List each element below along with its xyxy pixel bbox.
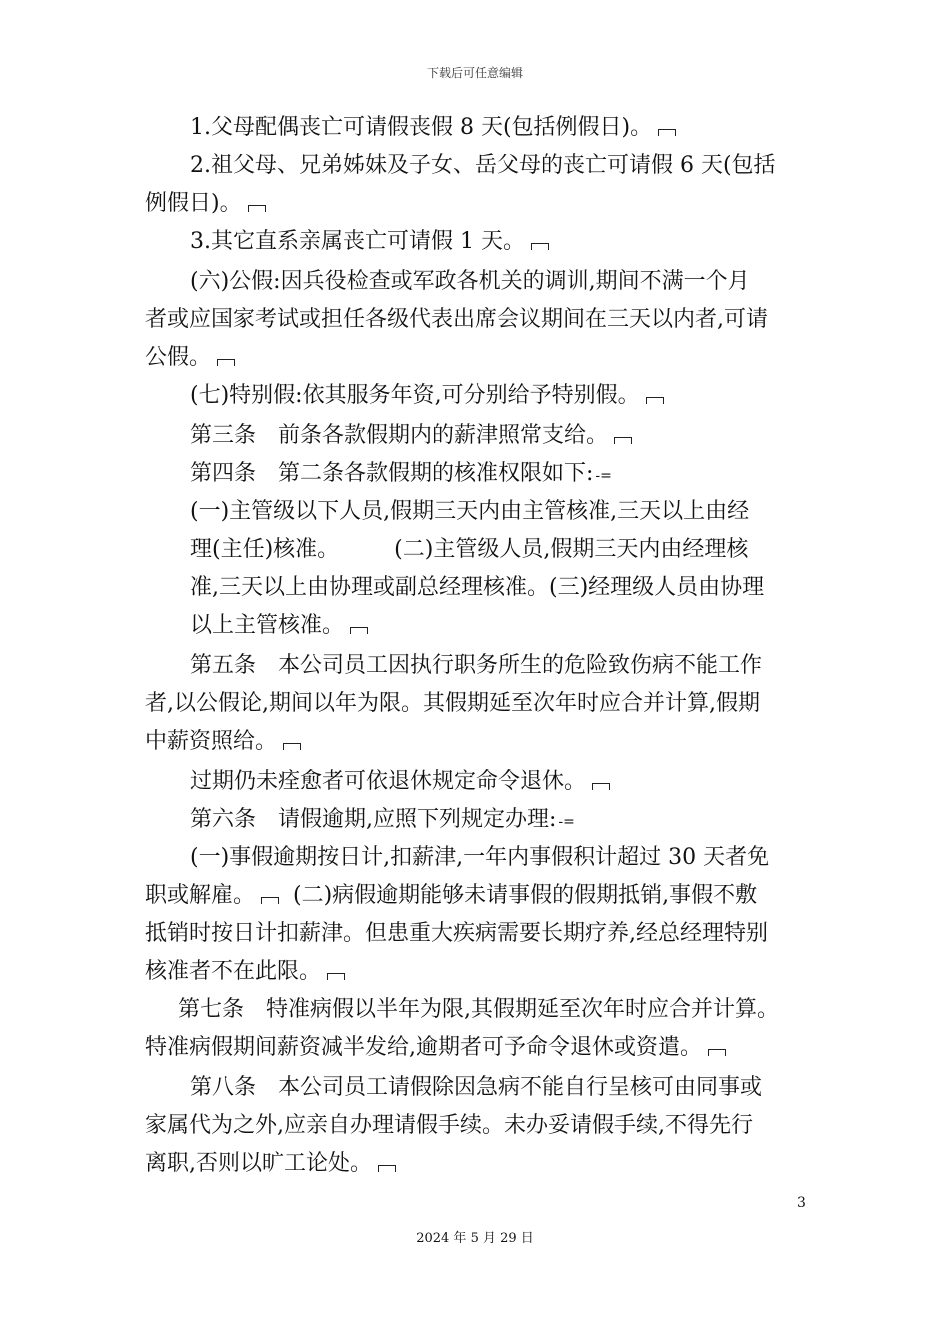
line-text: 第四条 第二条各款假期的核准权限如下: [190,461,594,486]
paragraph-mark-icon [217,359,235,366]
page-header: 下载后可任意编辑 [426,66,523,80]
text-line [190,151,776,181]
line-text: 2.祖父母、兄弟姊妹及子女、岳父母的丧亡可请假 6 天(包括 [190,153,776,178]
paragraph-mark-icon [327,973,345,980]
line-text: 3.其它直系亲属丧亡可请假 1 天。 [190,229,525,254]
text-line [178,995,779,1025]
text-line [145,881,757,911]
paragraph-mark-icon [531,243,549,250]
text-line [190,651,762,681]
line-text: 1.父母配偶丧亡可请假丧假 8 天(包括例假日)。 [190,115,653,140]
line-text: 第五条 本公司员工因执行职务所生的危险致伤病不能工作 [190,653,763,678]
text-line [145,1149,396,1179]
line-text: 抵销时按日计扣薪津。但患重大疾病需要长期疗养,经总经理特别 [145,921,768,946]
text-line [190,113,676,143]
text-line [190,805,575,835]
text-line [145,1111,753,1141]
line-text: (一)事假逾期按日计,扣薪津,一年内事假积计超过 30 天者免 [190,845,770,870]
line-text: 例假日)。 [145,191,242,216]
text-line [190,421,632,451]
text-line [145,305,768,335]
text-line [190,381,664,411]
text-line [145,343,235,373]
line-text: 家属代为之外,应亲自办理请假手续。未办妥请假手续,不得先行 [145,1113,753,1138]
line-text: 第三条 前条各款假期内的薪津照常支给。 [190,423,609,448]
text-line [190,497,749,527]
paragraph-mark-icon [592,783,610,790]
paragraph-mark-icon [658,129,676,136]
line-text: (七)特别假:依其服务年资,可分别给予特别假。 [190,383,640,408]
page-number: 3 [797,1195,806,1211]
text-line [190,459,612,489]
text-line [145,689,760,719]
line-text: 职或解雇。 [145,883,256,908]
line-text: 特准病假期间薪资减半发给,逾期者可予命令退休或资遣。 [145,1035,702,1060]
text-line [145,919,768,949]
line-text: 离职,否则以旷工论处。 [145,1151,372,1176]
text-line [145,1033,726,1063]
paragraph-mark-icon [261,897,279,904]
line-text: (六)公假:因兵役检查或军政各机关的调训,期间不满一个月 [190,269,750,294]
line-text: 第八条 本公司员工请假除因急病不能自行呈核可由同事或 [190,1075,763,1100]
line-text-continued: (二)病假逾期能够未请事假的假期抵销,事假不敷 [293,883,758,908]
line-text: 核准者不在此限。 [145,959,322,984]
text-line [190,1073,762,1103]
line-text: 公假。 [145,345,212,370]
page-footer-date: 2024 年 5 月 29 日 [416,1231,534,1246]
line-text: 以上主管核准。 [190,613,345,638]
line-text: 第六条 请假逾期,应照下列规定办理: [190,807,557,832]
line-text: 第七条 特准病假以半年为限,其假期延至次年时应合并计算。 [178,997,779,1022]
text-line [190,267,750,297]
paragraph-mark-icon [708,1049,726,1056]
paragraph-mark-icon [283,743,301,750]
line-text: 中薪资照给。 [145,729,278,754]
text-line [145,957,345,987]
paragraph-mark-icon [646,397,664,404]
text-line [190,843,769,873]
text-line [190,227,549,257]
line-text: 理(主任)核准。 (二)主管级人员,假期三天内由经理核 [190,537,749,562]
line-text: 者或应国家考试或担任各级代表出席会议期间在三天以内者,可请 [145,307,768,332]
text-line [145,189,266,219]
line-break-mark: -= [595,468,612,484]
paragraph-mark-icon [614,437,632,444]
line-text: 者,以公假论,期间以年为限。其假期延至次年时应合并计算,假期 [145,691,760,716]
line-break-mark: -= [558,814,575,830]
text-line [190,573,764,603]
line-text: 过期仍未痊愈者可依退休规定命令退休。 [190,769,587,794]
line-text: 准,三天以上由协理或副总经理核准。(三)经理级人员由协理 [190,575,765,600]
text-line [190,535,748,565]
paragraph-mark-icon [378,1165,396,1172]
paragraph-mark-icon [248,205,266,212]
text-line [190,767,610,797]
text-line [145,727,301,757]
text-line [190,611,368,641]
line-text: (一)主管级以下人员,假期三天内由主管核准,三天以上由经 [190,499,750,524]
paragraph-mark-icon [350,627,368,634]
